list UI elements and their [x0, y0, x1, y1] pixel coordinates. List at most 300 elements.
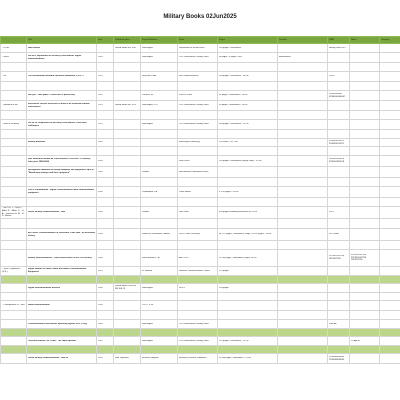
table-row[interactable] — [1, 329, 400, 337]
table-cell[interactable] — [97, 267, 114, 276]
table-cell[interactable] — [114, 187, 141, 198]
table-row[interactable] — [1, 241, 400, 250]
table-row[interactable] — [1, 101, 400, 111]
table-cell[interactable] — [27, 53, 97, 63]
table-cell[interactable] — [1, 301, 27, 311]
table-cell[interactable] — [350, 250, 380, 267]
table-cell[interactable] — [27, 329, 97, 337]
table-cell[interactable] — [278, 354, 328, 364]
table-cell[interactable] — [328, 101, 350, 111]
table-cell[interactable] — [350, 101, 380, 111]
table-cell[interactable] — [141, 130, 178, 139]
table-cell[interactable] — [141, 101, 178, 111]
table-row[interactable] — [1, 167, 400, 178]
table-row[interactable] — [1, 147, 400, 156]
table-row[interactable] — [1, 311, 400, 320]
table-row[interactable] — [1, 267, 400, 276]
table-cell[interactable] — [114, 63, 141, 72]
table-cell[interactable] — [278, 219, 328, 229]
table-cell[interactable] — [328, 53, 350, 63]
table-cell[interactable] — [328, 120, 350, 130]
table-cell[interactable] — [218, 139, 278, 147]
table-cell[interactable] — [97, 167, 114, 178]
table-cell[interactable] — [178, 241, 218, 250]
table-cell[interactable] — [141, 147, 178, 156]
table-cell[interactable] — [178, 111, 218, 120]
table-cell[interactable] — [350, 241, 380, 250]
table-cell[interactable] — [178, 139, 218, 147]
table-cell[interactable] — [27, 130, 97, 139]
table-cell[interactable] — [328, 82, 350, 91]
column-header[interactable]: Year — [97, 37, 114, 44]
table-row[interactable] — [1, 276, 400, 284]
table-cell[interactable] — [178, 198, 218, 207]
table-cell[interactable] — [380, 267, 400, 276]
table-cell[interactable] — [278, 91, 328, 101]
table-cell[interactable] — [114, 156, 141, 167]
table-cell[interactable] — [380, 229, 400, 241]
column-header[interactable]: Location — [278, 37, 328, 44]
table-cell[interactable] — [114, 111, 141, 120]
table-row[interactable] — [1, 120, 400, 130]
table-cell[interactable] — [328, 229, 350, 241]
table-cell[interactable] — [1, 72, 27, 82]
table-row[interactable] — [1, 354, 400, 364]
table-cell[interactable] — [97, 82, 114, 91]
table-cell[interactable] — [178, 63, 218, 72]
table-cell[interactable] — [380, 111, 400, 120]
table-cell[interactable] — [218, 167, 278, 178]
table-cell[interactable] — [380, 311, 400, 320]
table-cell[interactable] — [97, 284, 114, 293]
table-cell[interactable] — [97, 111, 114, 120]
table-cell[interactable] — [141, 337, 178, 346]
table-cell[interactable] — [27, 101, 97, 111]
table-cell[interactable] — [114, 53, 141, 63]
table-cell[interactable] — [141, 111, 178, 120]
table-cell[interactable] — [278, 53, 328, 63]
table-cell[interactable] — [328, 91, 350, 101]
table-cell[interactable] — [141, 229, 178, 241]
table-cell[interactable] — [278, 101, 328, 111]
table-cell[interactable] — [328, 63, 350, 72]
table-cell[interactable] — [350, 354, 380, 364]
table-cell[interactable] — [97, 130, 114, 139]
table-cell[interactable] — [350, 276, 380, 284]
table-cell[interactable] — [278, 111, 328, 120]
table-cell[interactable] — [114, 241, 141, 250]
table-cell[interactable] — [114, 91, 141, 101]
table-cell[interactable] — [350, 91, 380, 101]
table-cell[interactable] — [27, 167, 97, 178]
table-cell[interactable] — [218, 320, 278, 329]
table-cell[interactable] — [350, 320, 380, 329]
table-cell[interactable] — [97, 337, 114, 346]
table-cell[interactable] — [97, 156, 114, 167]
table-cell[interactable] — [328, 187, 350, 198]
table-cell[interactable] — [1, 178, 27, 187]
table-cell[interactable] — [380, 147, 400, 156]
table-cell[interactable] — [97, 198, 114, 207]
table-cell[interactable] — [328, 250, 350, 267]
table-row[interactable] — [1, 346, 400, 354]
table-cell[interactable] — [141, 284, 178, 293]
table-cell[interactable] — [278, 267, 328, 276]
table-cell[interactable] — [1, 130, 27, 139]
table-cell[interactable] — [114, 229, 141, 241]
table-cell[interactable] — [278, 187, 328, 198]
table-cell[interactable] — [27, 156, 97, 167]
table-cell[interactable] — [27, 198, 97, 207]
table-cell[interactable] — [178, 147, 218, 156]
table-cell[interactable] — [114, 301, 141, 311]
table-cell[interactable] — [218, 82, 278, 91]
table-cell[interactable] — [97, 72, 114, 82]
table-cell[interactable] — [1, 91, 27, 101]
table-cell[interactable] — [141, 207, 178, 219]
table-cell[interactable] — [278, 82, 328, 91]
table-cell[interactable] — [218, 130, 278, 139]
table-cell[interactable] — [278, 276, 328, 284]
table-row[interactable] — [1, 198, 400, 207]
table-cell[interactable] — [97, 301, 114, 311]
table-cell[interactable] — [328, 72, 350, 82]
table-cell[interactable] — [278, 320, 328, 329]
table-cell[interactable] — [178, 156, 218, 167]
table-cell[interactable] — [278, 198, 328, 207]
table-cell[interactable] — [114, 329, 141, 337]
table-cell[interactable] — [1, 82, 27, 91]
table-cell[interactable] — [1, 101, 27, 111]
table-cell[interactable] — [218, 91, 278, 101]
table-cell[interactable] — [114, 198, 141, 207]
table-cell[interactable] — [278, 229, 328, 241]
table-cell[interactable] — [178, 311, 218, 320]
table-cell[interactable] — [380, 187, 400, 198]
table-cell[interactable] — [141, 120, 178, 130]
table-cell[interactable] — [1, 293, 27, 301]
table-cell[interactable] — [380, 250, 400, 267]
table-cell[interactable] — [328, 130, 350, 139]
table-cell[interactable] — [1, 329, 27, 337]
table-cell[interactable] — [97, 63, 114, 72]
table-cell[interactable] — [178, 72, 218, 82]
column-header[interactable]: Notes — [350, 37, 380, 44]
table-cell[interactable] — [141, 82, 178, 91]
table-cell[interactable] — [380, 91, 400, 101]
table-cell[interactable] — [114, 147, 141, 156]
table-cell[interactable] — [278, 329, 328, 337]
table-cell[interactable] — [328, 354, 350, 364]
table-cell[interactable] — [97, 207, 114, 219]
table-cell[interactable] — [97, 44, 114, 53]
table-cell[interactable] — [380, 63, 400, 72]
table-cell[interactable] — [27, 207, 97, 219]
table-cell[interactable] — [218, 329, 278, 337]
table-row[interactable] — [1, 229, 400, 241]
table-cell[interactable] — [350, 139, 380, 147]
table-cell[interactable] — [178, 91, 218, 101]
column-header[interactable]: Title — [27, 37, 97, 44]
table-cell[interactable] — [278, 250, 328, 267]
table-cell[interactable] — [278, 147, 328, 156]
table-cell[interactable] — [141, 167, 178, 178]
table-cell[interactable] — [27, 241, 97, 250]
table-cell[interactable] — [380, 293, 400, 301]
table-cell[interactable] — [114, 178, 141, 187]
table-cell[interactable] — [278, 120, 328, 130]
table-cell[interactable] — [328, 346, 350, 354]
table-cell[interactable] — [1, 156, 27, 167]
table-cell[interactable] — [141, 198, 178, 207]
table-cell[interactable] — [1, 207, 27, 219]
table-cell[interactable] — [1, 120, 27, 130]
table-cell[interactable] — [178, 219, 218, 229]
table-cell[interactable] — [380, 130, 400, 139]
table-cell[interactable] — [380, 44, 400, 53]
table-cell[interactable] — [97, 178, 114, 187]
table-cell[interactable] — [141, 187, 178, 198]
table-row[interactable] — [1, 219, 400, 229]
table-cell[interactable] — [1, 147, 27, 156]
table-cell[interactable] — [97, 91, 114, 101]
table-cell[interactable] — [328, 147, 350, 156]
table-cell[interactable] — [350, 267, 380, 276]
table-cell[interactable] — [218, 346, 278, 354]
table-cell[interactable] — [218, 53, 278, 63]
table-cell[interactable] — [218, 250, 278, 267]
table-cell[interactable] — [178, 120, 218, 130]
table-cell[interactable] — [350, 82, 380, 91]
table-cell[interactable] — [178, 167, 218, 178]
table-cell[interactable] — [328, 301, 350, 311]
table-cell[interactable] — [328, 311, 350, 320]
table-cell[interactable] — [350, 187, 380, 198]
table-cell[interactable] — [1, 241, 27, 250]
table-row[interactable] — [1, 320, 400, 329]
table-cell[interactable] — [114, 72, 141, 82]
table-cell[interactable] — [178, 178, 218, 187]
table-cell[interactable] — [141, 139, 178, 147]
table-cell[interactable] — [278, 156, 328, 167]
table-cell[interactable] — [350, 311, 380, 320]
table-cell[interactable] — [114, 250, 141, 267]
table-cell[interactable] — [27, 301, 97, 311]
table-cell[interactable] — [1, 354, 27, 364]
table-row[interactable] — [1, 156, 400, 167]
table-cell[interactable] — [178, 101, 218, 111]
table-cell[interactable] — [178, 250, 218, 267]
table-cell[interactable] — [1, 198, 27, 207]
column-header[interactable]: Published place — [114, 37, 141, 44]
table-cell[interactable] — [141, 63, 178, 72]
table-cell[interactable] — [1, 187, 27, 198]
table-cell[interactable] — [1, 219, 27, 229]
table-cell[interactable] — [218, 101, 278, 111]
table-cell[interactable] — [178, 320, 218, 329]
table-cell[interactable] — [328, 207, 350, 219]
table-cell[interactable] — [141, 178, 178, 187]
table-cell[interactable] — [114, 267, 141, 276]
table-row[interactable] — [1, 82, 400, 91]
table-cell[interactable] — [380, 320, 400, 329]
table-row[interactable] — [1, 91, 400, 101]
table-cell[interactable] — [141, 241, 178, 250]
table-cell[interactable] — [27, 250, 97, 267]
table-cell[interactable] — [218, 241, 278, 250]
table-cell[interactable] — [350, 207, 380, 219]
table-cell[interactable] — [328, 198, 350, 207]
table-cell[interactable] — [328, 219, 350, 229]
table-cell[interactable] — [278, 44, 328, 53]
table-cell[interactable] — [350, 346, 380, 354]
table-cell[interactable] — [97, 293, 114, 301]
table-cell[interactable] — [380, 101, 400, 111]
column-header[interactable]: Category — [380, 37, 400, 44]
table-row[interactable] — [1, 284, 400, 293]
table-cell[interactable] — [27, 91, 97, 101]
table-cell[interactable] — [350, 301, 380, 311]
table-cell[interactable] — [278, 346, 328, 354]
table-cell[interactable] — [27, 72, 97, 82]
table-cell[interactable] — [97, 219, 114, 229]
table-cell[interactable] — [328, 284, 350, 293]
table-cell[interactable] — [328, 293, 350, 301]
table-cell[interactable] — [141, 276, 178, 284]
table-cell[interactable] — [380, 167, 400, 178]
table-cell[interactable] — [141, 72, 178, 82]
table-cell[interactable] — [218, 187, 278, 198]
table-cell[interactable] — [27, 147, 97, 156]
table-cell[interactable] — [218, 198, 278, 207]
table-cell[interactable] — [328, 276, 350, 284]
table-cell[interactable] — [218, 229, 278, 241]
table-cell[interactable] — [218, 111, 278, 120]
table-cell[interactable] — [350, 111, 380, 120]
table-cell[interactable] — [380, 207, 400, 219]
table-cell[interactable] — [380, 301, 400, 311]
table-cell[interactable] — [218, 63, 278, 72]
table-cell[interactable] — [97, 139, 114, 147]
table-cell[interactable] — [328, 139, 350, 147]
table-cell[interactable] — [218, 337, 278, 346]
table-row[interactable] — [1, 178, 400, 187]
table-cell[interactable] — [97, 187, 114, 198]
table-cell[interactable] — [97, 250, 114, 267]
table-cell[interactable] — [350, 219, 380, 229]
table-cell[interactable] — [278, 130, 328, 139]
table-cell[interactable] — [1, 250, 27, 267]
table-row[interactable] — [1, 111, 400, 120]
table-cell[interactable] — [114, 320, 141, 329]
table-cell[interactable] — [1, 53, 27, 63]
table-cell[interactable] — [178, 293, 218, 301]
table-cell[interactable] — [178, 267, 218, 276]
table-cell[interactable] — [27, 337, 97, 346]
table-cell[interactable] — [1, 320, 27, 329]
table-cell[interactable] — [278, 178, 328, 187]
table-cell[interactable] — [27, 120, 97, 130]
table-cell[interactable] — [380, 276, 400, 284]
table-cell[interactable] — [380, 337, 400, 346]
table-cell[interactable] — [27, 354, 97, 364]
table-cell[interactable] — [178, 229, 218, 241]
table-cell[interactable] — [1, 337, 27, 346]
table-cell[interactable] — [350, 44, 380, 53]
table-cell[interactable] — [350, 147, 380, 156]
table-cell[interactable] — [1, 111, 27, 120]
table-cell[interactable] — [97, 229, 114, 241]
table-cell[interactable] — [178, 284, 218, 293]
table-row[interactable] — [1, 337, 400, 346]
table-cell[interactable] — [218, 207, 278, 219]
table-cell[interactable] — [97, 276, 114, 284]
table-cell[interactable] — [218, 267, 278, 276]
table-cell[interactable] — [380, 198, 400, 207]
table-cell[interactable] — [350, 329, 380, 337]
table-cell[interactable] — [114, 346, 141, 354]
table-cell[interactable] — [141, 301, 178, 311]
table-cell[interactable] — [278, 293, 328, 301]
table-cell[interactable] — [178, 187, 218, 198]
table-cell[interactable] — [350, 120, 380, 130]
table-cell[interactable] — [97, 120, 114, 130]
table-cell[interactable] — [97, 147, 114, 156]
table-cell[interactable] — [218, 120, 278, 130]
table-cell[interactable] — [27, 139, 97, 147]
table-cell[interactable] — [218, 44, 278, 53]
table-cell[interactable] — [350, 284, 380, 293]
table-cell[interactable] — [1, 346, 27, 354]
table-cell[interactable] — [27, 178, 97, 187]
table-cell[interactable] — [278, 167, 328, 178]
table-row[interactable] — [1, 44, 400, 53]
table-row[interactable] — [1, 301, 400, 311]
table-cell[interactable] — [114, 101, 141, 111]
table-cell[interactable] — [97, 354, 114, 364]
table-cell[interactable] — [328, 337, 350, 346]
table-row[interactable] — [1, 72, 400, 82]
table-cell[interactable] — [114, 44, 141, 53]
table-cell[interactable] — [178, 276, 218, 284]
table-cell[interactable] — [97, 311, 114, 320]
table-row[interactable] — [1, 187, 400, 198]
table-cell[interactable] — [27, 311, 97, 320]
table-cell[interactable] — [27, 187, 97, 198]
table-cell[interactable] — [278, 301, 328, 311]
table-cell[interactable] — [350, 53, 380, 63]
table-cell[interactable] — [27, 293, 97, 301]
table-row[interactable] — [1, 293, 400, 301]
table-row[interactable] — [1, 53, 400, 63]
table-cell[interactable] — [141, 44, 178, 53]
table-cell[interactable] — [350, 337, 380, 346]
column-header[interactable] — [1, 37, 27, 44]
table-cell[interactable] — [27, 346, 97, 354]
table-row[interactable] — [1, 130, 400, 139]
table-cell[interactable] — [1, 167, 27, 178]
table-cell[interactable] — [380, 120, 400, 130]
table-cell[interactable] — [27, 44, 97, 53]
table-cell[interactable] — [380, 346, 400, 354]
table-cell[interactable] — [278, 72, 328, 82]
table-cell[interactable] — [114, 82, 141, 91]
table-cell[interactable] — [178, 53, 218, 63]
table-cell[interactable] — [1, 284, 27, 293]
table-cell[interactable] — [278, 284, 328, 293]
column-header[interactable]: Pages — [218, 37, 278, 44]
table-cell[interactable] — [178, 82, 218, 91]
